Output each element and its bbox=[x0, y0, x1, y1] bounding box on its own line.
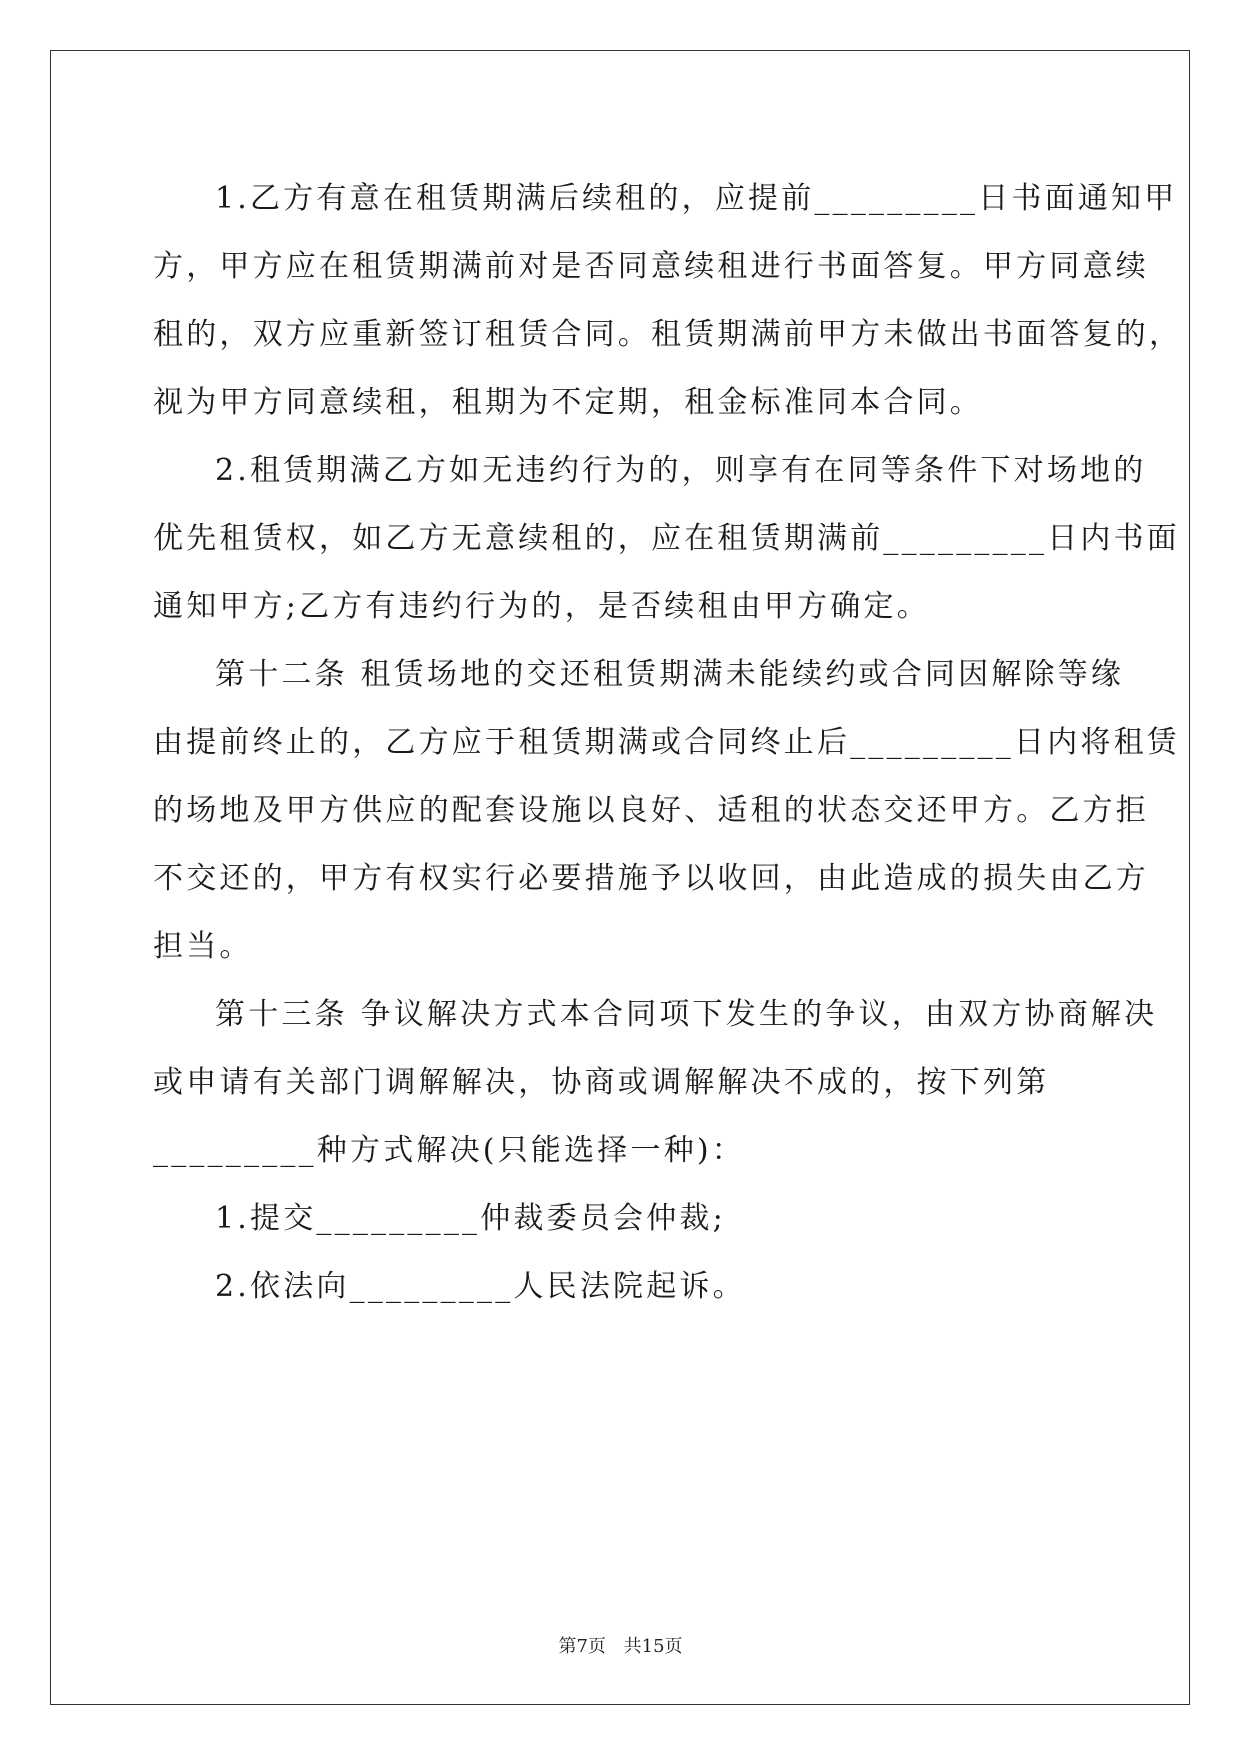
text-line: 由提前终止的，乙方应于租赁期满或合同终止后_________日内将租赁 bbox=[153, 725, 1180, 760]
text-line: 2.依法向_________人民法院起诉。 bbox=[215, 1269, 746, 1304]
page-total: 共15页 bbox=[623, 1636, 683, 1657]
text-line: 1.提交_________仲裁委员会仲裁; bbox=[215, 1201, 726, 1236]
document-body bbox=[153, 165, 1183, 1321]
text-line: 优先租赁权，如乙方无意续租的，应在租赁期满前_________日内书面 bbox=[153, 521, 1180, 556]
text-line: _________种方式解决(只能选择一种)： bbox=[153, 1133, 746, 1168]
text-line: 的场地及甲方供应的配套设施以良好、适租的状态交还甲方。乙方拒 bbox=[153, 793, 1149, 828]
text-line: 或申请有关部门调解解决，协商或调解解决不成的，按下列第 bbox=[153, 1065, 1050, 1100]
text-line: 第十三条 争议解决方式本合同项下发生的争议，由双方协商解决 bbox=[215, 997, 1158, 1032]
page-number: 第7页 bbox=[558, 1636, 606, 1657]
text-line: 第十二条 租赁场地的交还租赁期满未能续约或合同因解除等缘 bbox=[215, 657, 1125, 692]
text-line: 租的，双方应重新签订租赁合同。租赁期满前甲方未做出书面答复的， bbox=[153, 317, 1183, 352]
text-line: 1.乙方有意在租赁期满后续租的，应提前_________日书面通知甲 bbox=[215, 181, 1178, 216]
text-line: 视为甲方同意续租，租期为不定期，租金标准同本合同。 bbox=[153, 385, 983, 420]
text-line: 2.租赁期满乙方如无违约行为的，则享有在同等条件下对场地的 bbox=[215, 453, 1147, 488]
text-line: 不交还的，甲方有权实行必要措施予以收回，由此造成的损失由乙方 bbox=[153, 861, 1149, 896]
article-13 bbox=[153, 981, 1158, 1185]
clause-renewal-1 bbox=[153, 165, 1183, 437]
article-12 bbox=[153, 641, 1180, 981]
text-line: 担当。 bbox=[153, 929, 253, 964]
option-litigation bbox=[153, 1253, 1093, 1321]
option-arbitration bbox=[153, 1185, 1093, 1253]
clause-renewal-2 bbox=[153, 437, 1180, 641]
page-footer bbox=[0, 1632, 1241, 1658]
text-line: 通知甲方;乙方有违约行为的，是否续租由甲方确定。 bbox=[153, 589, 930, 624]
text-line: 方，甲方应在租赁期满前对是否同意续租进行书面答复。甲方同意续 bbox=[153, 249, 1149, 284]
